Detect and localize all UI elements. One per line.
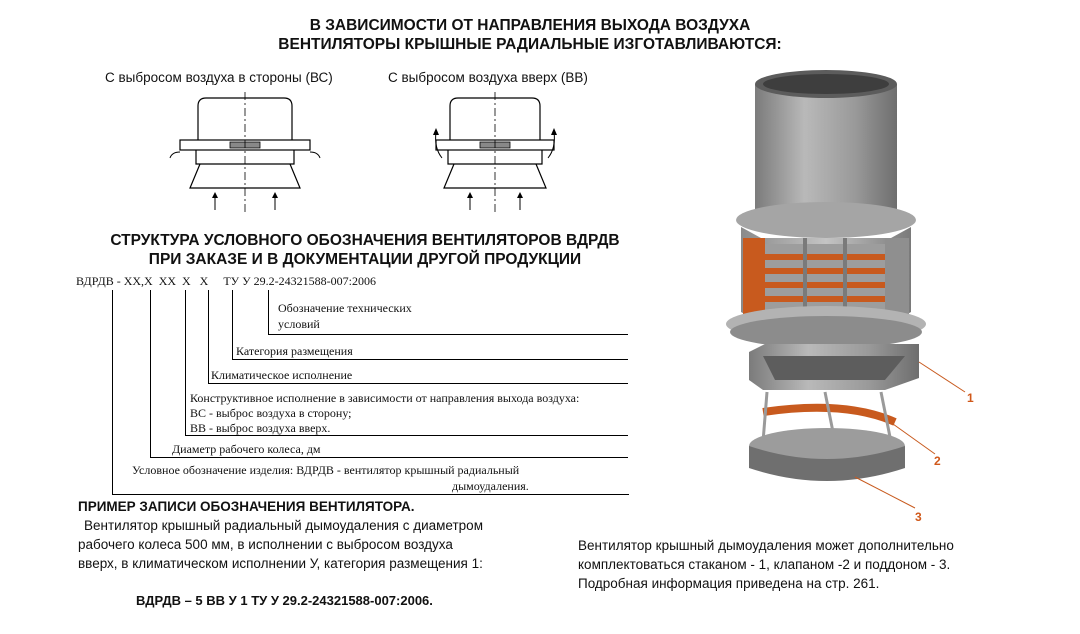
- rule-category: [232, 359, 628, 360]
- structure-title-line-1: СТРУКТУРА УСЛОВНОГО ОБОЗНАЧЕНИЯ ВЕНТИЛЯТОРОВ ВДРДВ: [110, 232, 620, 249]
- page-heading: [0, 16, 1060, 54]
- label-category: Категория размещения: [236, 344, 353, 358]
- leader-category: [232, 290, 233, 360]
- side-discharge-diagram: [160, 92, 330, 214]
- variant-up-caption: С выбросом воздуха вверх (ВВ): [388, 70, 588, 85]
- callout-2: 2: [934, 454, 941, 468]
- rule-tech: [268, 334, 628, 335]
- label-product: Условное обозначение изделия: ВДРДВ - вентилятор крышный радиальный дымоудаления.: [132, 463, 529, 493]
- example-code: ВДРДВ – 5 ВВ У 1 ТУ У 29.2-24321588-007:2006.: [136, 593, 433, 608]
- example-title: ПРИМЕР ЗАПИСИ ОБОЗНАЧЕНИЯ ВЕНТИЛЯТОРА.: [78, 499, 415, 514]
- rule-product: [112, 494, 629, 495]
- designation-code: ВДРДВ - ХХ,Х ХХ Х Х ТУ У 29.2-24321588-007:2006: [76, 274, 376, 288]
- rule-climate: [208, 383, 628, 384]
- callout-3: 3: [915, 510, 922, 524]
- label-construction: Конструктивное исполнение в зависимости от направления выхода воздуха: ВС - выброс воздуха в сторону; ВВ - выброс воздуха вверх.: [190, 391, 580, 435]
- leader-diameter: [150, 290, 151, 457]
- fan-illustration: [705, 62, 1005, 527]
- leader-product: [112, 290, 113, 494]
- structure-title-line-2: ПРИ ЗАКАЗЕ И В ДОКУМЕНТАЦИИ ДРУГОЙ ПРОДУКЦИИ: [148, 251, 582, 268]
- up-discharge-diagram: [420, 92, 570, 214]
- variant-side-caption: С выбросом воздуха в стороны (ВС): [105, 70, 333, 85]
- rule-diameter: [150, 457, 628, 458]
- fan-note: Вентилятор крышный дымоудаления может дополнительно комплектоваться стаканом - 1, клапаном -2 и поддоном - 3. Подробная информация приведена на стр. 261.: [578, 538, 954, 591]
- example-paragraph: Вентилятор крышный радиальный дымоудаления с диаметром рабочего колеса 500 мм, в исполнении с выбросом воздуха вверх, в климатическом исполнении У, категория размещения 1:: [78, 518, 483, 571]
- label-tech-conditions: Обозначение технических условий: [278, 301, 412, 331]
- label-diameter: Диаметр рабочего колеса, дм: [172, 442, 321, 456]
- structure-title: [55, 231, 675, 269]
- leader-tech: [268, 290, 269, 334]
- leader-construction: [185, 290, 186, 435]
- heading-line-1: В ЗАВИСИМОСТИ ОТ НАПРАВЛЕНИЯ ВЫХОДА ВОЗДУХА: [309, 17, 751, 34]
- heading-line-2: ВЕНТИЛЯТОРЫ КРЫШНЫЕ РАДИАЛЬНЫЕ ИЗГОТАВЛИВАЮТСЯ:: [278, 36, 782, 53]
- callout-1: 1: [967, 391, 974, 405]
- leader-climate: [208, 290, 209, 384]
- label-climate: Климатическое исполнение: [211, 368, 353, 382]
